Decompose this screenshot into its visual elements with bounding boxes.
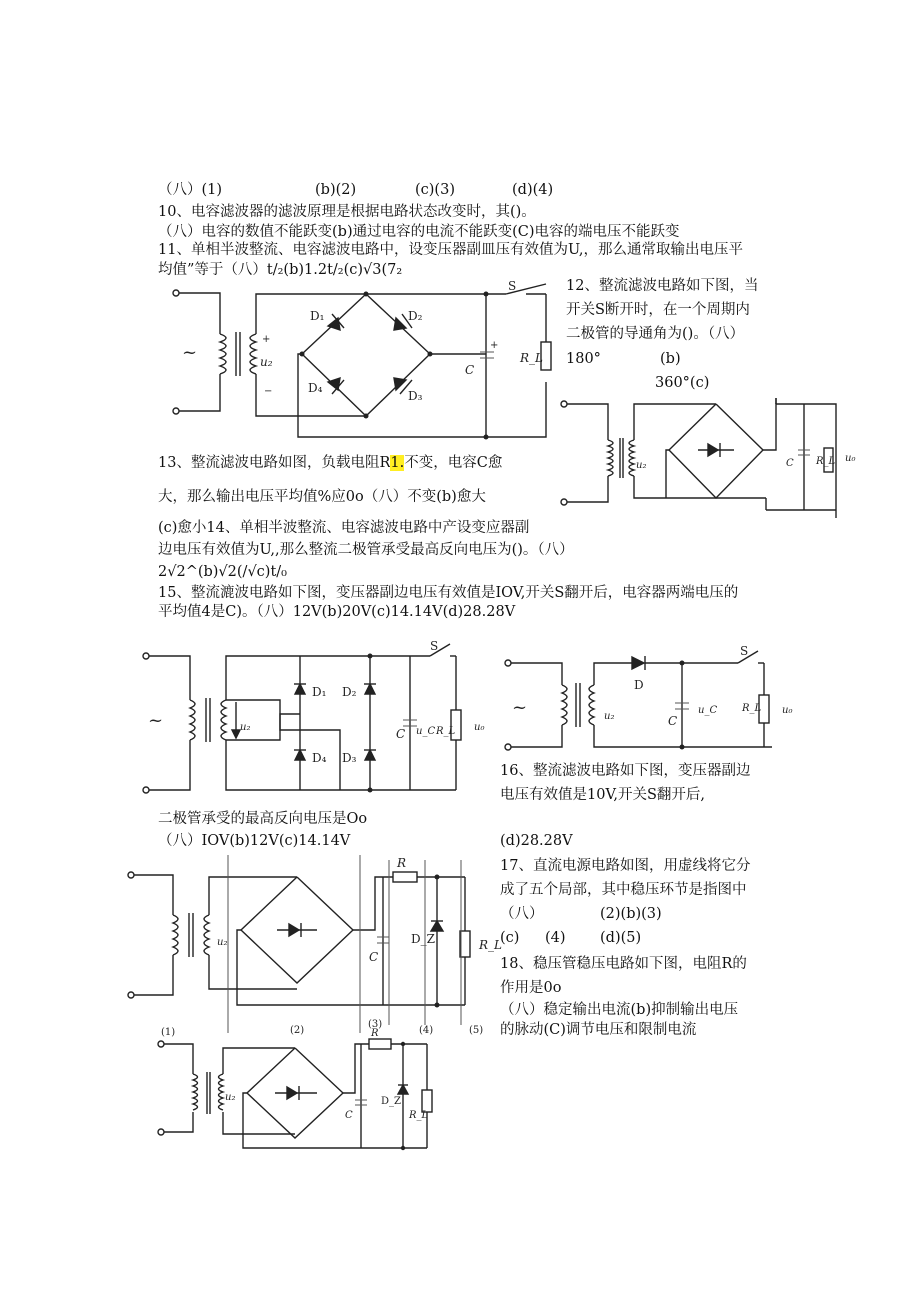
- svg-text:S: S: [508, 279, 517, 293]
- figure-17-dc-power-supply: [125, 855, 505, 1040]
- question-16-line2: 电压有效值是10V,开关S翻开后,: [500, 787, 706, 803]
- svg-text:C: C: [465, 363, 475, 377]
- svg-text:u₀: u₀: [782, 705, 793, 716]
- question-17-line1: 17、直流电源电路如图，用虚线将它分: [500, 858, 751, 874]
- svg-text:(4): (4): [419, 1025, 434, 1036]
- svg-text:u₂: u₂: [225, 1092, 236, 1103]
- svg-text:D₂: D₂: [408, 309, 423, 323]
- question-16-opt-d: (d)28.28V: [500, 833, 573, 849]
- svg-text:D₂: D₂: [342, 685, 357, 699]
- question-10: 10、电容滤波器的滤波原理是根据电路状态改变时，其()。: [158, 204, 536, 220]
- svg-text:D₃: D₃: [408, 389, 423, 403]
- svg-text:C: C: [369, 950, 379, 964]
- figure-18-zener-regulator: [155, 1028, 445, 1153]
- u2-label: u₂: [260, 355, 273, 369]
- svg-text:R: R: [397, 856, 407, 870]
- question-15-line1: 15、整流漉波电路如下图，变压器副边电压有效值是IOV,开关S翻开后，电容器两端电压的: [158, 585, 739, 601]
- question-14-line2: 边电压有效值为U,,那么整流二极管承受最高反向电压为()。（八）: [158, 542, 574, 558]
- svg-text:u₂: u₂: [604, 711, 615, 722]
- svg-text:D₄: D₄: [308, 381, 323, 395]
- question-17-opt-d: (d)(5): [600, 930, 642, 946]
- q9-option-c: (c)(3): [415, 182, 455, 198]
- svg-text:R_L: R_L: [742, 703, 762, 714]
- question-12-line3: 二极管的导通角为()。（八）: [566, 326, 745, 342]
- svg-text:D₄: D₄: [312, 751, 327, 765]
- svg-text:D_Z: D_Z: [381, 1096, 401, 1107]
- question-17-opt-a: （八）: [500, 906, 544, 922]
- svg-text:R_L: R_L: [816, 456, 836, 467]
- svg-text:D₁: D₁: [310, 309, 325, 323]
- svg-text:S: S: [740, 644, 749, 658]
- svg-text:C: C: [786, 458, 794, 469]
- svg-text:(1): (1): [161, 1027, 176, 1038]
- svg-text:D₃: D₃: [342, 751, 357, 765]
- q9-option-a: （八）(1): [158, 182, 223, 198]
- svg-text:C: C: [345, 1110, 353, 1121]
- svg-text:C: C: [668, 714, 678, 728]
- svg-text:(5): (5): [469, 1025, 484, 1036]
- svg-text:~: ~: [512, 697, 528, 718]
- question-18-line3: （八）稳定输出电流(b)抑制输出电压: [500, 1002, 739, 1018]
- question-14-line1: (c)愈小14、单相半波整流、电容滤波电路中产设变应器副: [158, 520, 530, 536]
- svg-text:u₀: u₀: [845, 453, 856, 464]
- svg-text:S: S: [430, 639, 439, 653]
- figure-16-halfwave-rectifier: [502, 645, 802, 755]
- q9-option-d: (d)(4): [512, 182, 554, 198]
- ac-source-symbol: ~: [182, 342, 198, 363]
- question-16-options: （八）IOV(b)12V(c)14.14V: [158, 833, 351, 849]
- question-11-line1: 11、单相半波整流、电容滤波电路中，设变压器副皿压有效值为U,，那么通常取输出电压平: [158, 242, 743, 258]
- question-17-line2: 成了五个局部，其中稳压环节是指图中: [500, 882, 747, 898]
- figure-13-bridge-rectifier: [558, 398, 858, 518]
- svg-text:+: +: [262, 334, 271, 345]
- question-11-line2: 均值”等于（八）t/₂(b)1.2t/₂(c)√3(7₂: [158, 262, 403, 278]
- svg-text:C: C: [396, 727, 406, 741]
- question-17-opt-c-val: (4): [545, 930, 566, 946]
- svg-text:u_C: u_C: [416, 726, 436, 737]
- svg-text:R_L: R_L: [520, 351, 544, 365]
- question-12-line1: 12、整流滤波电路如下图，当: [566, 278, 759, 294]
- question-15-line2: 平均值4是C)。（八）12V(b)20V(c)14.14V(d)28.28V: [158, 604, 516, 620]
- figure-15-bridge-rectifier-switch: [140, 640, 500, 805]
- question-18-line4: 的脉动(C)调节电压和限制电流: [500, 1022, 697, 1038]
- svg-text:R_L: R_L: [436, 726, 456, 737]
- svg-text:u₂: u₂: [217, 937, 228, 948]
- question-12-opt-c: 360°(c): [655, 375, 710, 391]
- svg-text:D_Z: D_Z: [411, 932, 435, 946]
- svg-text:D: D: [634, 678, 644, 692]
- svg-text:−: −: [264, 386, 273, 397]
- svg-text:u₀: u₀: [474, 722, 485, 733]
- svg-text:R_L: R_L: [409, 1110, 429, 1121]
- question-18-line1: 18、稳压管稳压电路如下图，电阻R的: [500, 956, 747, 972]
- svg-text:u_C: u_C: [698, 705, 718, 716]
- svg-text:(3): (3): [368, 1019, 383, 1030]
- question-12-line2: 开关S断开时，在一个周期内: [566, 302, 750, 318]
- svg-text:+: +: [490, 340, 499, 351]
- svg-text:u₂: u₂: [240, 722, 251, 733]
- highlighted-text: 1.: [390, 455, 405, 471]
- question-18-line2: 作用是0o: [500, 980, 562, 996]
- question-17-opt-b: (2)(b)(3): [600, 906, 662, 922]
- svg-text:R: R: [371, 1028, 379, 1039]
- question-13-line1: 13、整流滤波电路如图，负载电阻R1.不变，电容C愈: [158, 455, 503, 471]
- svg-text:(2): (2): [290, 1025, 305, 1036]
- svg-text:u₂: u₂: [636, 460, 647, 471]
- q9-option-b: (b)(2): [315, 182, 357, 198]
- question-12-opt-b: (b): [660, 351, 681, 367]
- question-12-opt-a: 180°: [566, 351, 601, 367]
- svg-text:~: ~: [148, 710, 164, 731]
- svg-text:R_L: R_L: [479, 938, 503, 952]
- svg-text:D₁: D₁: [312, 685, 327, 699]
- question-17-opt-c: (c): [500, 930, 520, 946]
- question-10-options: （八）电容的数值不能跃变(b)通过电容的电流不能跃变(C)电容的端电压不能跃变: [158, 224, 680, 240]
- question-16-line3: 二极管承受的最高反向电压是Oo: [158, 811, 368, 827]
- question-13-line2: 大，那么输出电压平均值%应0o（八）不变(b)愈大: [158, 489, 486, 505]
- figure-12-bridge-rectifier: [160, 279, 560, 442]
- question-14-line3: 2√2^(b)√2(/√c)t/₀: [158, 564, 287, 580]
- question-16-line1: 16、整流滤波电路如下图，变压器副边: [500, 763, 751, 779]
